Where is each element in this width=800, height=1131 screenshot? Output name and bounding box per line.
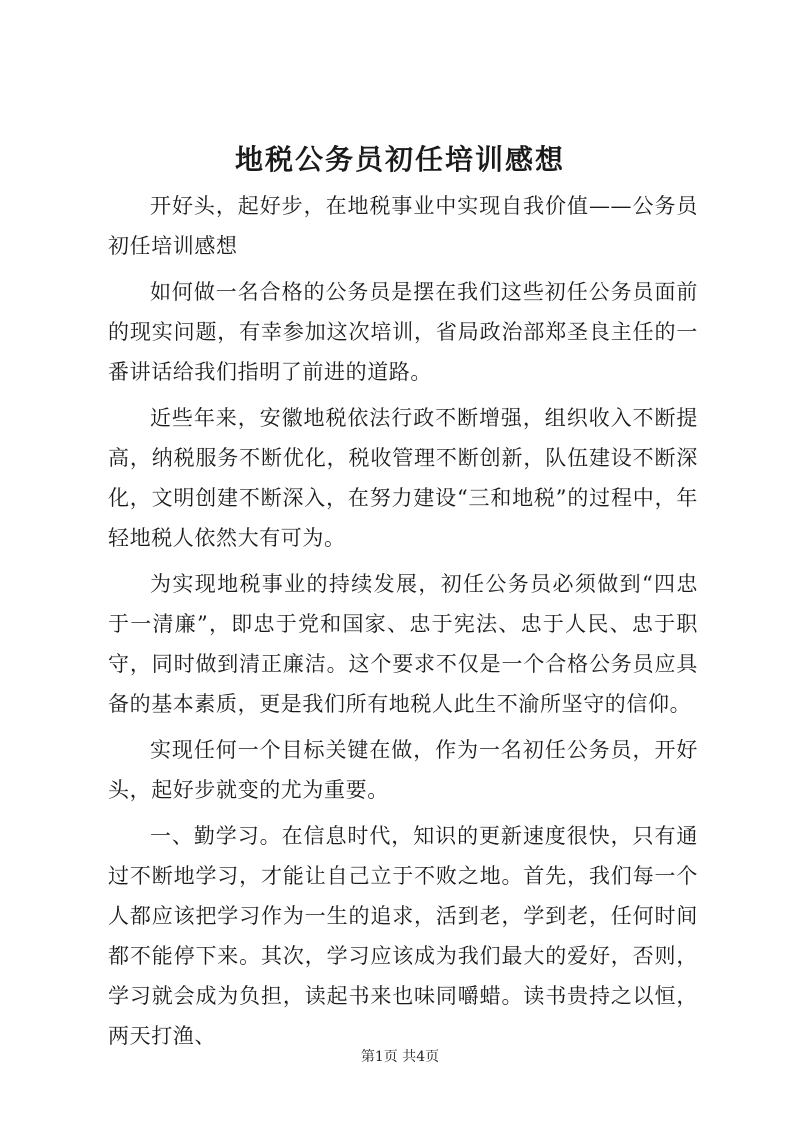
page-number: 第1页 共4页 <box>360 1049 440 1065</box>
paragraph: 实现任何一个目标关键在做，作为一名初任公务员，开好头，起好步就变的尤为重要。 <box>108 738 698 802</box>
paragraph-subtitle: 开好头，起好步，在地税事业中实现自我价值——公务员初任培训感想 <box>108 194 698 258</box>
paragraph: 近些年来，安徽地税依法行政不断增强，组织收入不断提高，纳税服务不断优化，税收管理不断创新，队伍建设不断深化，文明创建不断深入，在努力建设“三和地税”的过程中，年轻地税人依然大有可为。 <box>108 406 698 550</box>
paragraph: 一、勤学习。在信息时代，知识的更新速度很快，只有通过不断地学习，才能让自己立于不败之地。首先，我们每一个人都应该把学习作为一生的追求，活到老，学到老，任何时间都不能停下来。其次，学习应该成为我们最大的爱好，否则，学习就会成为负担，读起书来也味同嚼蜡。读书贵持之以恒，两天打渔、 <box>108 824 698 1048</box>
paragraph: 如何做一名合格的公务员是摆在我们这些初任公务员面前的现实问题，有幸参加这次培训，省局政治部郑圣良主任的一番讲话给我们指明了前进的道路。 <box>108 280 698 384</box>
paragraph: 为实现地税事业的持续发展，初任公务员必须做到“四忠于一清廉”，即忠于党和国家、忠于宪法、忠于人民、忠于职守，同时做到清正廉洁。这个要求不仅是一个合格公务员应具备的基本素质，更是我们所有地税人此生不渝所坚守的信仰。 <box>108 572 698 716</box>
document-title: 地税公务员初任培训感想 <box>234 143 565 176</box>
document-body <box>108 186 698 1062</box>
page-footer <box>0 1046 800 1066</box>
